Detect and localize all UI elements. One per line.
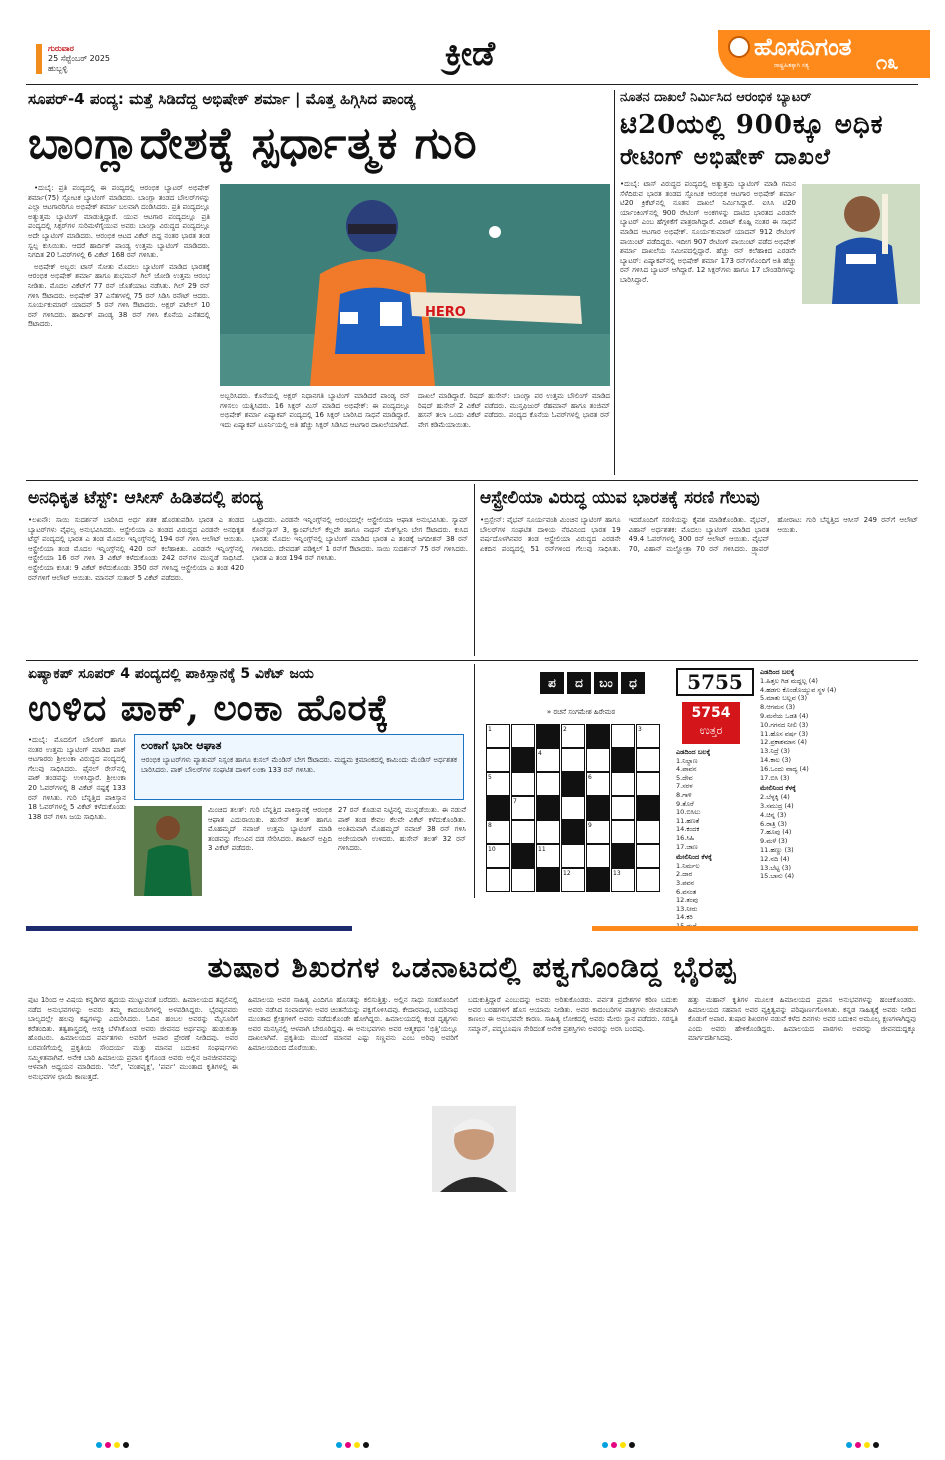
side-headline-1: ಟಿ20ಯಲ್ಲಿ 900ಕ್ಕೂ ಅಧಿಕ — [620, 110, 884, 140]
crossword-black-cell — [511, 844, 535, 868]
crossword-cell[interactable] — [561, 796, 585, 820]
clue-across-item: 14.ಕಾಲ (3) — [760, 755, 792, 764]
crossword-cell[interactable] — [511, 724, 535, 748]
answer-across-item: 8.ಗಾಳಿ — [676, 790, 692, 799]
crossword-cell[interactable]: 3 — [636, 724, 660, 748]
crossword-black-cell — [536, 724, 560, 748]
crossword-grid[interactable] — [486, 724, 666, 894]
crossword-title-cell: ಬಂ — [594, 672, 618, 694]
crossword-clues — [760, 668, 920, 898]
crossword-title-cell: ದ — [567, 672, 591, 694]
prev-crossword-number: 5754 — [691, 705, 731, 721]
row2-rule — [26, 480, 918, 481]
clue-across-item: 17.ಬಿಸಿ (3) — [760, 773, 790, 782]
crossword-black-cell — [586, 868, 610, 892]
crossword-cell[interactable]: 11 — [536, 844, 560, 868]
crossword-black-cell — [636, 796, 660, 820]
date-box — [36, 44, 126, 74]
crossword-black-cell — [611, 748, 635, 772]
brand-tagline: ರಾಷ್ಟ್ರಹಿತಕ್ಕಾಗಿ ಸತ್ಯ — [774, 62, 810, 69]
clue-down-item: 3.ಸಮುದ್ರ (4) — [760, 801, 794, 810]
crossword-answers — [676, 748, 756, 922]
row3-divider — [474, 664, 475, 898]
crossword-cell[interactable] — [486, 748, 510, 772]
crossword-title-cell: ಧ — [621, 672, 645, 694]
row3-box-title: ಲಂಕಾಗೆ ಭಾರೀ ಆಘಾತ — [141, 739, 222, 752]
crossword-cell[interactable]: 10 — [486, 844, 510, 868]
registration-dot — [363, 1442, 369, 1448]
side-body-cont — [802, 308, 920, 473]
brand-banner — [718, 30, 930, 78]
crossword-cell[interactable] — [536, 820, 560, 844]
row2-left-body-2: ಒಟ್ಟಾದರು. ಎರಡನೇ ಇನ್ನಿಂಗ್ಸ್‌ನಲ್ಲಿ ಆರಂಭದಲ್ಲೇ ಆಸ್ಟ್ರೇಲಿಯಾ ಆಘಾತ ಅನುಭವಿಸಿತು. ಸ್ಯಾಮ್ ಕೊನ್‌ಸ್ಟಾಸ್ 3, ಕ್ಯಾಂಪ್‌ಬೆಲ್ ಕೆಲ್ಲವೇ ಹಾಗೂ ನಾಥನ್ ಮೆಕ್‌ಸ್ವೀನಿ ಬೇಗ ಔಟಾದರು. ಕುಸಿದ ಭಾರತ: ಮೊದಲ ಇನ್ನಿಂಗ್ಸ್‌ನಲ್ಲಿ ಬ್ಯಾಟಿಂಗ್ ಮಾಡಿದ ಭಾರತ ಎ ತಂಡಕ್ಕೆ ಜಗದೀಶನ್ 38 ರನ್ ಗಳಿಸಿದರು. ದೇವದತ್ ಪಡಿಕ್ಕಲ್ 1 ರನ್‌ಗೆ ಔಟಾದರು. ಸಾಯಿ ಸುದರ್ಶನ್ 75 ರನ್ ಗಳಿಸಿದರು. ಭಾರತ ಎ ತಂಡ 194 ರನ್ ಗಳಿಸಿತು. — [252, 516, 468, 563]
crossword-black-cell — [586, 724, 610, 748]
lead-photo — [220, 184, 610, 386]
row3-body: •ದುಬೈ: ಮೊದಲಿಗೆ ಬೌಲಿಂಗ್ ಹಾಗೂ ನಂತರ ಉತ್ತಮ ಬ್ಯಾಟಿಂಗ್ ಮಾಡಿದ ಪಾಕ್ ಆಟಗಾರರು ಶ್ರೀಲಂಕಾ ವಿರುದ್ಧದ ಪಂದ್ಯದಲ್ಲಿ ಗೆಲುವು ಸಾಧಿಸಿದರು. ಫೈನಲ್ ರೇಸ್‌ನಲ್ಲಿ ಪಾಕ್ ತಂಡವನ್ನು ಉಳಿಸಿದ್ದಾರೆ. ಶ್ರೀಲಂಕಾ 20 ಓವರ್‌ಗಳಲ್ಲಿ 8 ವಿಕೆಟ್ ನಷ್ಟಕ್ಕೆ 133 ರನ್ ಗಳಿಸಿತು. ಗುರಿ ಬೆನ್ನತ್ತಿದ ಪಾಕಿಸ್ತಾನ 18 ಓವರ್‌ಗಳಲ್ಲಿ 5 ವಿಕೆಟ್ ಕಳೆದುಕೊಂಡು 138 ರನ್ ಗಳಿಸಿ ಜಯ ಸಾಧಿಸಿತು. — [28, 736, 126, 821]
crossword-cell[interactable] — [636, 772, 660, 796]
feature-color-rule — [26, 926, 918, 931]
clue-down-item: 4.ಚಿನ್ನ (3) — [760, 810, 787, 819]
row2-right-headline: ಆಸ್ಟ್ರೇಲಿಯಾ ವಿರುದ್ಧ ಯುವ ಭಾರತಕ್ಕೆ ಸರಣಿ ಗೆಲುವು — [480, 488, 760, 508]
row2-divider — [474, 484, 475, 656]
answers-across-title: ಎಡದಿಂದ ಬಲಕ್ಕೆ — [676, 748, 711, 756]
crossword-cell[interactable] — [561, 748, 585, 772]
player-portrait-illustration — [802, 184, 920, 304]
feature-col4: ಹತ್ತು ಮಹಾನ್ ಕೃತಿಗಳ ಮೂಲಕ ಹಿಮಾಲಯದ ಪ್ರವಾಸ ಅನುಭವಗಳನ್ನು ಹಂಚಿಕೊಂಡರು. ಹಿಮಾಲಯದ ಸಹವಾಸ ಅವರ ವ್ಯಕ್ತಿತ್ವವನ್ನು ಪರಿಪೂರ್ಣಗೊಳಿಸಿತು. ಕನ್ನಡ ಸಾಹಿತ್ಯಕ್ಕೆ ಅವರು ನೀಡಿದ ಕೊಡುಗೆ ಅಪಾರ. ತುಷಾರ ಶಿಖರಗಳ ನಡುವೆ ಕಳೆದ ದಿನಗಳು ಅವರ ಬದುಕಿನ ಅಮೂಲ್ಯ ಕ್ಷಣಗಳಾಗಿದ್ದವು ಎಂದು ಅವರು ಹೇಳಿಕೊಂಡಿದ್ದರು. ಹಿಮಾಲಯದ ಪಾಠಗಳು ಅವರನ್ನು ಜೀವನದುದ್ದಕ್ಕೂ ಮಾರ್ಗದರ್ಶಿಸಿದವು. — [688, 996, 916, 1043]
crossword-cell[interactable]: 1 — [486, 724, 510, 748]
registration-dot — [846, 1442, 852, 1448]
row3-headline: ಉಳಿದ ಪಾಕ್, ಲಂಕಾ ಹೊರಕ್ಕೆ — [28, 687, 390, 729]
city-label: ಹುಬ್ಬಳ್ಳಿ — [48, 64, 68, 73]
row3-body-2: ಮಿಂಚಿದ ತಲತ್: ಗುರಿ ಬೆನ್ನತ್ತಿದ ಪಾಕಿಸ್ತಾನಕ್ಕೆ ಆರಂಭಿಕ ಆಘಾತ ಎದುರಾಯಿತು. ಹುಸೇನ್ ತಲತ್ ಹಾಗೂ ಮೊಹಮ್ಮದ್ ನವಾಜ್ ಉತ್ತಮ ಬ್ಯಾಟಿಂಗ್ ಮಾಡಿ ತಂಡವನ್ನು ಗೆಲುವಿನ ದಡ ಸೇರಿಸಿದರು. ಶಾಹೀನ್ ಅಫ್ರಿದಿ 3 ವಿಕೆಟ್ ಪಡೆದರು. — [208, 806, 332, 853]
crossword-author: » ರಚನೆ ಸಂಗಮೇಶ ಹಿರೇಮಠ — [546, 708, 616, 716]
crossword-cell[interactable] — [611, 796, 635, 820]
registration-dot — [96, 1442, 102, 1448]
crossword-black-cell — [586, 796, 610, 820]
registration-dot — [620, 1442, 626, 1448]
lead-para-1: •ದುಬೈ: ಪ್ರತಿ ಪಂದ್ಯದಲ್ಲಿ ಈ ಪಂದ್ಯದಲ್ಲಿ ಆರಂಭಿಕ ಬ್ಯಾಟರ್ ಅಭಿಷೇಕ್ ಶರ್ಮಾ(75) ಸ್ಫೋಟಕ ಬ್ಯಾಟಿಂಗ್ ಮಾಡಿದರು. ಬಾಂಗ್ಲಾ ತಂಡದ ಬೌಲರ್‌ಗಳನ್ನು ಎಲ್ಲಾ ಆಟಗಾರರಿಗೂ ಅಭಿಷೇಕ್ ಶರ್ಮಾ ಬಲವಾಗಿ ದಂಡಿಸಿದರು. ಪ್ರತಿ ಪಂದ್ಯದಲ್ಲೂ ಅತ್ಯುತ್ತಮ ಬ್ಯಾಟಿಂಗ್ ಮಾಡುತ್ತಿದ್ದಾರೆ. ಯುವ ಆಟಗಾರ ಪಂದ್ಯದಲ್ಲೂ ಪ್ರತಿ ಪಂದ್ಯದಲ್ಲಿ ಸಿಕ್ಸರ್‌ಗಳ ಸುರಿಮಳೆಗೈಯುವ ಅವರು ಬಾಂಗ್ಲಾ ವಿರುದ್ಧದ ಪಂದ್ಯದಲ್ಲೂ ಅದೇ ಬ್ಯಾಟಿಂಗ್ ಮಾಡಿದರು. ಆರಂಭಿಕ ಆಟದ ವಿಕೆಟ್ ಬಿದ್ದ ನಂತರ ಭಾರತ ತಂಡ ಸ್ವಲ್ಪ ಕುಸಿಯಿತು. ಆದರೆ ಹಾರ್ದಿಕ್ ಪಾಂಡ್ಯ ಉತ್ತಮ ಬ್ಯಾಟಿಂಗ್ ಮಾಡಿದರು. ನಿಗದಿತ 20 ಓವರ್‌ಗಳಲ್ಲಿ 6 ವಿಕೆಟ್ 168 ರನ್ ಗಳಿಸಿತು. — [28, 184, 210, 260]
answer-down-item: 13.ನೀರು — [676, 904, 698, 913]
brand-name: ಹೊಸದಿಗಂತ — [754, 32, 852, 61]
crossword-cell[interactable]: 7 — [511, 796, 535, 820]
lead-body-col2: ಅಬ್ಬರಿಸಿದರು. ಕೊನೆಯಲ್ಲಿ ಅಕ್ಷರ್ ನಿಧಾನಗತಿ ಬ್ಯಾಟಿಂಗ್ ಮಾಡಿದರೆ ಪಾಂಡ್ಯ ರನ್ ಗಳಿಸಲು ಯತ್ನಿಸಿದರು. 16 ಸಿಕ್ಸರ್ ಮಿಸ್ ಮಾಡಿದ ಅಭಿಷೇಕ್: ಈ ಪಂದ್ಯದಲ್ಲೂ ಅಭಿಷೇಕ್ ಶರ್ಮಾ ಏಷ್ಯಾಕಪ್ ಪಂದ್ಯದಲ್ಲಿ 16 ಸಿಕ್ಸರ್ ಬಾರಿಸಿದ ಸಾಧನೆ ಮಾಡಿದ್ದಾರೆ. ಇದು ಏಷ್ಯಾಕಪ್ ಟೂರ್ನಿಯಲ್ಲಿ ಅತಿ ಹೆಚ್ಚು ಸಿಕ್ಸರ್ ಸಿಡಿಸಿದ ಆಟಗಾರ ದಾಖಲೆಯಾಗಿದೆ. — [220, 392, 410, 429]
pakistan-player-illustration — [134, 806, 202, 896]
crossword-cell[interactable] — [511, 868, 535, 892]
feature-headline: ತುಷಾರ ಶಿಖರಗಳ ಒಡನಾಟದಲ್ಲಿ ಪಕ್ವಗೊಂಡಿದ್ದ ಭೈರಪ್ಪ — [207, 950, 737, 984]
side-body: •ದುಬೈ: ಟಾಸ್ ವಿರುದ್ಧದ ಪಂದ್ಯದಲ್ಲಿ ಅತ್ಯುತ್ತಮ ಬ್ಯಾಟಿಂಗ್ ಮಾಡಿ ಗಮನ ಸೆಳೆದಿರುವ ಭಾರತ ತಂಡದ ಸ್ಫೋಟಕ ಆರಂಭಿಕ ಆಟಗಾರ ಅಭಿಷೇಕ್ ಶರ್ಮಾ ಟಿ20 ಕ್ರಿಕೆಟ್‌ನಲ್ಲಿ ನೂತನ ದಾಖಲೆ ನಿರ್ಮಿಸಿದ್ದಾರೆ. ಐಸಿಸಿ ಟಿ20 ರ್ಯಾಂಕಿಂಗ್‌ನಲ್ಲಿ 900 ರೇಟಿಂಗ್ ಅಂಕಗಳನ್ನು ದಾಟಿದ ಭಾರತದ ಎರಡನೇ ಬ್ಯಾಟರ್ ಎಂಬ ಹೆಗ್ಗಳಿಕೆಗೆ ಪಾತ್ರರಾಗಿದ್ದಾರೆ. ವಿರಾಟ್ ಕೊಹ್ಲಿ ನಂತರ ಈ ಸಾಧನೆ ಮಾಡಿದ ಆಟಗಾರ ಅಭಿಷೇಕ್. ಸೂರ್ಯಕುಮಾರ್ ಯಾದವ್ 912 ರೇಟಿಂಗ್ ಪಾಯಿಂಟ್ ಪಡೆದಿದ್ದರು. ಇದೀಗ 907 ರೇಟಿಂಗ್ ಪಾಯಿಂಟ್ ಪಡೆದ ಅಭಿಷೇಕ್ ಶರ್ಮಾ ದಾಖಲೆಯ ಸಮೀಪದಲ್ಲಿದ್ದಾರೆ. ಹೆಚ್ಚು ರನ್ ಕಲೆಹಾಕಿದ ಎರಡನೇ ಬ್ಯಾಟರ್: ಏಷ್ಯಾಕಪ್‌ನಲ್ಲಿ ಅಭಿಷೇಕ್ ಶರ್ಮಾ 173 ರನ್‌ಗಳೊಂದಿಗೆ ಅತಿ ಹೆಚ್ಚು ರನ್ ಗಳಿಸಿದ ಬ್ಯಾಟರ್ ಆಗಿದ್ದಾರೆ. 12 ಸಿಕ್ಸರ್‌ಗಳು ಹಾಗೂ 17 ಬೌಂಡರಿಗಳನ್ನು ಬಾರಿಸಿದ್ದಾರೆ. — [620, 180, 796, 284]
answer-across-item: 9.ತೊರೆ — [676, 799, 694, 808]
clue-across-item: 1.ಹಿತ್ತಲ ಗಿಡ ಮದ್ದಲ್ಲ (4) — [760, 676, 818, 685]
batsman-illustration — [220, 184, 610, 386]
registration-dot — [864, 1442, 870, 1448]
row3-kicker: ಏಷ್ಯಾಕಪ್ ಸೂಪರ್ 4 ಪಂದ್ಯದಲ್ಲಿ ಪಾಕಿಸ್ತಾನಕ್ಕೆ 5 ವಿಕೆಟ್ ಜಯ — [28, 666, 314, 682]
answer-across-item: 17.ಜಾಣ — [676, 842, 698, 851]
clue-down-item: 15.ಬಾನು (4) — [760, 872, 795, 881]
lead-body-col3: ದಾಖಲೆ ಮಾಡಿದ್ದಾರೆ. ರಿಷದ್ ಹುಸೇನ್: ಬಾಂಗ್ಲಾ ಪರ ಉತ್ತಮ ಬೌಲಿಂಗ್ ಮಾಡಿದ ರಿಷದ್ ಹುಸೇನ್ 2 ವಿಕೆಟ್ ಪಡೆದರು. ಮುಸ್ತಫಿಜುರ್ ರೆಹಮಾನ್ ಹಾಗೂ ತಂಜಿಮ್ ಹಸನ್ ತಲಾ ಒಂದು ವಿಕೆಟ್ ಪಡೆದರು. ಪಂದ್ಯದ ಕೊನೆಯ ಓವರ್‌ಗಳಲ್ಲಿ ಭಾರತ ರನ್ ವೇಗ ಕಡಿಮೆಯಾಯಿತು. — [418, 392, 610, 429]
clue-down-item: 6.ರಾತ್ರಿ (3) — [760, 819, 787, 828]
clue-down-item: 9.ಮಳೆ (3) — [760, 837, 788, 846]
row2-left-headline: ಅನಧಿಕೃತ ಟೆಸ್ಟ್: ಆಸೀಸ್ ಹಿಡಿತದಲ್ಲಿ ಪಂದ್ಯ — [28, 488, 263, 508]
crossword-cell[interactable] — [536, 772, 560, 796]
crossword-black-cell — [486, 796, 510, 820]
crossword-cell[interactable]: 9 — [586, 820, 610, 844]
bat-logo-text: HERO — [425, 305, 466, 320]
date-label: 25 ಸೆಪ್ಟೆಂಬರ್ 2025 — [48, 54, 111, 63]
crossword-cell[interactable] — [511, 772, 535, 796]
crossword-cell[interactable] — [611, 772, 635, 796]
answer-across-item: 4.ಪಾವನ — [676, 765, 697, 774]
registration-dot — [611, 1442, 617, 1448]
feature-col1: ಪುಟ 1ರಿಂದ ಆ ವಿಷಯ ಕನ್ನಡಿಗರ ಹೃದಯ ಮುಟ್ಟುವಂತೆ ಬರೆದರು. ಹಿಮಾಲಯದ ತಪ್ಪಲಿನಲ್ಲಿ ನಡೆದ ಅನುಭವಗಳನ್ನು ಅವರು ತಮ್ಮ ಕಾದಂಬರಿಗಳಲ್ಲಿ ಅಳವಡಿಸಿದ್ದರು. ಭೈರಪ್ಪನವರು ಬಾಲ್ಯದಲ್ಲೇ ಹಲವು ಕಷ್ಟಗಳನ್ನು ಎದುರಿಸಿದರು. ಓದಿನ ಹಂಬಲ ಅವರನ್ನು ಮೈಸೂರಿಗೆ ಕರೆತಂದಿತು. ತತ್ವಶಾಸ್ತ್ರದಲ್ಲಿ ಆಸಕ್ತಿ ಬೆಳೆಸಿಕೊಂಡ ಅವರು ಜೀವನದ ಅರ್ಥವನ್ನು ಹುಡುಕುತ್ತಾ ಹೊರಟರು. ಹಿಮಾಲಯದ ಪರ್ವತಗಳು ಅವರಿಗೆ ಅಪಾರ ಪ್ರೇರಣೆ ನೀಡಿದವು. ಅವರ ಬರವಣಿಗೆಯಲ್ಲಿ ಪ್ರಕೃತಿಯ ಸೌಂದರ್ಯ ಮತ್ತು ಮಾನವ ಬದುಕಿನ ಸಂಘರ್ಷಗಳು ಸಮ್ಮಿಳಿತವಾಗಿವೆ. ಅನೇಕ ಬಾರಿ ಹಿಮಾಲಯ ಪ್ರವಾಸ ಕೈಗೊಂಡ ಅವರು ಅಲ್ಲಿನ ಜನಜೀವನವನ್ನು ಆಳವಾಗಿ ಅಧ್ಯಯನ ಮಾಡಿದರು. 'ನೆಲೆ', 'ವಂಶವೃಕ್ಷ', 'ಪರ್ವ' ಮುಂತಾದ ಕೃತಿಗಳಲ್ಲಿ ಈ ಅನುಭವಗಳ ಛಾಯೆ ಕಾಣುತ್ತದೆ. — [28, 996, 238, 1081]
crossword-cell[interactable]: 2 — [561, 724, 585, 748]
crossword-cell[interactable] — [561, 844, 585, 868]
row3-box-text: ಆರಂಭಿಕ ಬ್ಯಾಟರ್‌ಗಳು ಪ್ಯಾತುಮ್ ನಿಸ್ಸಂಕ ಹಾಗೂ ಕುಸಲ್ ಮೆಂಡಿಸ್ ಬೇಗ ಔಟಾದರು. ಮಧ್ಯಮ ಕ್ರಮಾಂಕದಲ್ಲಿ ಕಾಮಿಂದು ಮೆಂಡಿಸ್ ಅರ್ಧಶತಕ ಬಾರಿಸಿದರು. ಪಾಕ್ ಬೌಲರ್‌ಗಳ ಸಂಘಟಿತ ದಾಳಿಗೆ ಲಂಕಾ 133 ರನ್ ಗಳಿಸಿತು. — [141, 756, 457, 774]
clues-across-title: ಎಡದಿಂದ ಬಲಕ್ಕೆ — [760, 668, 795, 676]
clues-down-list — [760, 793, 920, 881]
side-headline-2: ರೇಟಿಂಗ್ ಅಭಿಷೇಕ್ ದಾಖಲೆ — [620, 144, 831, 170]
registration-dot — [123, 1442, 129, 1448]
answer-across-item: 16.ಸಿಹಿ — [676, 833, 695, 842]
crossword-cell[interactable] — [636, 820, 660, 844]
clue-across-item: 8.ಆಗಮನ (3) — [760, 703, 796, 712]
answer-across-item: 5.ದೇವ — [676, 773, 693, 782]
answer-across-item: 7.ಸರಳ — [676, 782, 693, 791]
registration-dot — [629, 1442, 635, 1448]
crossword-black-cell — [561, 820, 585, 844]
clue-down-item: 2.ಬೆಳ್ಳಕ್ಕಿ (4) — [760, 793, 790, 802]
crossword-cell[interactable] — [586, 748, 610, 772]
feature-col2: ಹಿಮಾಲಯ ಅವರ ಸಾಹಿತ್ಯ ಎಂದಿಗೂ ಹೊಸತನ್ನು ಕಲಿಸುತ್ತಿತ್ತು. ಅಲ್ಲಿನ ಸಾಧು ಸಂತರೊಂದಿಗೆ ಅವರು ನಡೆಸಿದ ಸಂವಾದಗಳು ಅವರ ಚಿಂತನೆಯನ್ನು ಪಕ್ವಗೊಳಿಸಿದವು. ಕೇದಾರನಾಥ, ಬದರಿನಾಥ ಮುಂತಾದ ಕ್ಷೇತ್ರಗಳಿಗೆ ಅವರು ನಡೆದುಕೊಂಡೇ ಹೋಗಿದ್ದರು. ಹಿಮಾಲಯದಲ್ಲಿ ಕಂಡ ದೃಶ್ಯಗಳು ಅವರ ಮನಸ್ಸಿನಲ್ಲಿ ಆಳವಾಗಿ ಬೇರೂರಿದ್ದವು. ಈ ಅನುಭವಗಳು ಅವರ ಆತ್ಮಕಥನ 'ಭಿತ್ತಿ'ಯಲ್ಲೂ ದಾಖಲಾಗಿವೆ. ಪ್ರಕೃತಿಯ ಮುಂದೆ ಮಾನವ ಎಷ್ಟು ಸಣ್ಣವನು ಎಂಬ ಅರಿವು ಅವರಿಗೆ ಹಿಮಾಲಯದಿಂದ ದೊರೆಯಿತು. — [248, 996, 458, 1052]
crossword-title-cell: ಪ — [540, 672, 564, 694]
clue-across-item: 12.ಪ್ರಕಾಶಮಾನ (4) — [760, 738, 807, 747]
clue-down-item: 12.ನದಿ (4) — [760, 854, 790, 863]
answer-down-item: 12.ತಂಪು — [676, 896, 698, 905]
row2-left-body-1: •ಲಖನೌ: ಸಾಯಿ ಸುದರ್ಶನ್ ಬಾರಿಸಿದ ಅರ್ಧ ಶತಕ ಹೊರತುಪಡಿಸಿ ಭಾರತ ಎ ತಂಡದ ಬ್ಯಾಟರ್‌ಗಳು ವೈಫಲ್ಯ ಅನುಭವಿಸಿದರು. ಆಸ್ಟ್ರೇಲಿಯಾ ಎ ತಂಡದ ವಿರುದ್ಧದ ಎರಡನೇ ಅನಧಿಕೃತ ಟೆಸ್ಟ್ ಪಂದ್ಯದಲ್ಲಿ ಭಾರತ ಎ ತಂಡ ಮೊದಲ ಇನ್ನಿಂಗ್ಸ್‌ನಲ್ಲಿ 194 ರನ್ ಗಳಿಸಿ ಆಲೌಟ್ ಆಯಿತು. ಆಸ್ಟ್ರೇಲಿಯಾ ತಂಡ ಮೊದಲ ಇನ್ನಿಂಗ್ಸ್‌ನಲ್ಲಿ 420 ರನ್ ಕಲೆಹಾಕಿತು. ಎರಡನೇ ಇನ್ನಿಂಗ್ಸ್‌ನಲ್ಲಿ ಆಸ್ಟ್ರೇಲಿಯಾ 16 ರನ್ ಗಳಿಸಿ 3 ವಿಕೆಟ್ ಕಳೆದುಕೊಂಡು 242 ರನ್‌ಗಳ ಮುನ್ನಡೆ ಸಾಧಿಸಿದೆ. ಅಸ್ಟ್ರೇಲಿಯಾ ಕುಸಿತ: 9 ವಿಕೆಟ್ ಕಳೆದುಕೊಂಡು 350 ರನ್ ಗಳಿಸಿದ್ದ ಆಸ್ಟ್ರೇಲಿಯಾ ಎ ತಂಡ 420 ರನ್‌ಗಳಿಗೆ ಆಲೌಟ್ ಆಯಿತು. ಮಾನವ್ ಸುತಾರ್ 5 ವಿಕೆಟ್ ಪಡೆದರು. — [28, 516, 244, 582]
clue-across-item: 10.ಗಗನದ ನೀಲಿ (3) — [760, 720, 809, 729]
crossword-cell[interactable] — [611, 724, 635, 748]
feature-col3: ಬದುಕುತ್ತಿದ್ದಾರೆ ಎಂಬುದನ್ನು ಅವರು ಅರಿತುಕೊಂಡರು. ಪರ್ವತ ಪ್ರದೇಶಗಳ ಕಠಿಣ ಬದುಕು ಅವರ ಬರಹಗಳಿಗೆ ಹೊಸ ಆಯಾಮ ನೀಡಿತು. ಅವರ ಕಾದಂಬರಿಗಳ ಪಾತ್ರಗಳು ಜೀವಂತವಾಗಿ ಕಾಣಲು ಈ ಅನುಭವವೇ ಕಾರಣ. ಸಾಹಿತ್ಯ ಲೋಕದಲ್ಲಿ ಅವರು ಮೇರು ಸ್ಥಾನ ಪಡೆದರು. ಸರಸ್ವತಿ ಸಮ್ಮಾನ್, ಪದ್ಮಭೂಷಣ ಸೇರಿದಂತೆ ಅನೇಕ ಪ್ರಶಸ್ತಿಗಳು ಅವರನ್ನು ಅರಸಿ ಬಂದವು. — [468, 996, 678, 1033]
masthead-rule — [26, 84, 918, 85]
clue-across-item: 11.ಹೊಸ ವರ್ಷ (3) — [760, 729, 808, 738]
answer-across-item: 11.ಹಣತೆ — [676, 816, 700, 825]
lead-headline: ಬಾಂಗ್ಲಾದೇಶಕ್ಕೆ ಸ್ಪರ್ಧಾತ್ಮಕ ಗುರಿ — [28, 118, 478, 169]
crossword-cell[interactable]: 5 — [486, 772, 510, 796]
registration-dot — [345, 1442, 351, 1448]
answer-across-item: 14.ಕಂದಕ — [676, 825, 700, 834]
crossword-cell[interactable] — [586, 844, 610, 868]
crossword-cell[interactable] — [636, 748, 660, 772]
row2-right-body: •ಬ್ರಿಸ್ಬೇನ್: ವೈಭವ್ ಸೂರ್ಯವಂಶಿ ಮಿಂಚಿನ ಬ್ಯಾಟಿಂಗ್ ಹಾಗೂ ಬೌಲರ್‌ಗಳ ಸಂಘಟಿತ ದಾಳಿಯ ನೆರವಿನಿಂದ ಭಾರತ 19 ವರ್ಷದೊಳಗಿನವರ ತಂಡ ಆಸ್ಟ್ರೇಲಿಯಾ ವಿರುದ್ಧದ ಎರಡನೇ ಏಕದಿನ ಪಂದ್ಯದಲ್ಲಿ 51 ರನ್‌ಗಳಿಂದ ಗೆಲುವು ಸಾಧಿಸಿತು. ಇದರೊಂದಿಗೆ ಸರಣಿಯನ್ನು ಕೈವಶ ಮಾಡಿಕೊಂಡಿತು. ವೈಭವ್, ವಿಹಾನ್ ಅರ್ಧಶತಕ: ಮೊದಲು ಬ್ಯಾಟಿಂಗ್ ಮಾಡಿದ ಭಾರತ 49.4 ಓವರ್‌ಗಳಲ್ಲಿ 300 ರನ್ ಆಲೌಟ್ ಆಯಿತು. ವೈಭವ್ 70, ವಿಹಾನ್ ಮಲ್ಹೋತ್ರಾ 70 ರನ್ ಗಳಿಸಿದರು. ಡ್ರ್ಯಾವರ್ ಹೋರಾಟ: ಗುರಿ ಬೆನ್ನತ್ತಿದ ಆಸೀಸ್ 249 ರನ್‌ಗೆ ಆಲೌಟ್ ಆಯಿತು. — [480, 516, 918, 553]
clue-across-item: 16.ಒಂದು ವಾದ್ಯ (4) — [760, 764, 809, 773]
answers-down-list — [676, 862, 756, 931]
crossword-answer-badge — [682, 702, 740, 744]
answer-across-item: 10.ಬಿಸಿಲು — [676, 808, 701, 817]
crossword-cell[interactable]: 4 — [536, 748, 560, 772]
registration-dot — [336, 1442, 342, 1448]
clues-down-title: ಮೇಲಿನಿಂದ ಕೆಳಕ್ಕೆ — [760, 784, 796, 793]
crossword-cell[interactable]: 13 — [611, 868, 635, 892]
clue-across-item: 9.ಮನೆಯ ಒಡತಿ (4) — [760, 711, 809, 720]
registration-dot — [354, 1442, 360, 1448]
clue-down-item: 11.ಹಣ್ಣು (3) — [760, 845, 794, 854]
lead-para-2: ಅಭಿಷೇಕ್ ಅಬ್ಬರ: ಟಾಸ್ ಸೋತು ಮೊದಲು ಬ್ಯಾಟಿಂಗ್ ಮಾಡಿದ ಭಾರತಕ್ಕೆ ಆರಂಭಿಕ ಅಭಿಷೇಕ್ ಶರ್ಮಾ ಹಾಗೂ ಶುಭಮನ್ ಗಿಲ್ ಜೋಡಿ ಉತ್ತಮ ಆರಂಭ ನೀಡಿತು. ಮೊದಲ ವಿಕೆಟ್‌ಗೆ 77 ರನ್ ಜೊತೆಯಾಟ ನಡೆಸಿತು. ಗಿಲ್ 29 ರನ್ ಗಳಿಸಿ ಔಟಾದರು. ಅಭಿಷೇಕ್ 37 ಎಸೆತಗಳಲ್ಲಿ 75 ರನ್ ಸಿಡಿಸಿ ರನೌಟ್ ಆದರು. ಸೂರ್ಯಕುಮಾರ್ ಯಾದವ್ 5 ರನ್ ಗಳಿಸಿ ಔಟಾದರು. ಅಕ್ಷರ್ ಪಟೇಲ್ 10 ರನ್ ಗಳಿಸಿದರು. ಹಾರ್ದಿಕ್ ಪಾಂಡ್ಯ 38 ರನ್ ಗಳಿಸಿ ಕೊನೆಯ ಎಸೆತದಲ್ಲಿ ಔಟಾದರು. — [28, 262, 210, 329]
answer-down-item: 1.ನಿರ್ಮಲ — [676, 861, 700, 870]
row3-photo — [134, 806, 202, 896]
answers-across-list — [676, 757, 756, 852]
crossword-cell[interactable]: 8 — [486, 820, 510, 844]
brand-logo-icon — [728, 36, 750, 58]
crossword-cell[interactable] — [511, 820, 535, 844]
registration-dot — [873, 1442, 879, 1448]
answer-down-item: 3.ಪವನ — [676, 878, 695, 887]
crossword-cell[interactable] — [486, 868, 510, 892]
clue-across-item: 5.ಮಾತು ಬಲ್ಲವ (3) — [760, 694, 808, 703]
registration-dot — [855, 1442, 861, 1448]
clue-across-item: 4.ಹಡಗು ಕೊಂಡೊಯ್ಯುವ ಸ್ಥಳ (4) — [760, 685, 837, 694]
section-title: ಕ್ರೀಡೆ — [444, 34, 496, 74]
lead-body-col1 — [28, 184, 210, 464]
crossword-cell[interactable] — [636, 844, 660, 868]
registration-dot — [105, 1442, 111, 1448]
page-number: ೧೩ — [876, 50, 899, 74]
crossword-number: 5755 — [676, 668, 754, 696]
answer-down-item: 6.ವಸಂತ — [676, 887, 697, 896]
crossword-black-cell — [561, 772, 585, 796]
column-divider — [614, 90, 615, 475]
clue-down-item: 7.ಹೂವು (4) — [760, 828, 792, 837]
crossword-cell[interactable]: 12 — [561, 868, 585, 892]
crossword-title — [540, 672, 664, 694]
row3-info-box — [134, 734, 464, 800]
side-photo — [802, 184, 920, 304]
prev-answer-label: ಉತ್ತರ — [699, 724, 723, 737]
answer-down-item: 14.ಕರಿ — [676, 913, 693, 922]
lead-kicker: ಸೂಪರ್-4 ಪಂದ್ಯ: ಮತ್ತೆ ಸಿಡಿದೆದ್ದ ಅಭಿಷೇಕ್ ಶರ್ಮಾ | ಮೊತ್ತ ಹಿಗ್ಗಿಸಿದ ಪಾಂಡ್ಯ — [28, 90, 416, 108]
answers-down-title: ಮೇಲಿನಿಂದ ಕೆಳಕ್ಕೆ — [676, 853, 712, 862]
crossword-black-cell — [536, 868, 560, 892]
day-label: ಗುರುವಾರ — [48, 44, 74, 53]
clue-across-item: 13.ನಿದ್ರೆ (3) — [760, 747, 790, 756]
answer-down-item: 2.ದಾರ — [676, 870, 693, 879]
crossword-black-cell — [611, 844, 635, 868]
side-kicker: ನೂತನ ದಾಖಲೆ ನಿರ್ಮಿಸಿದ ಆರಂಭಿಕ ಬ್ಯಾಟರ್ — [620, 90, 812, 105]
crossword-black-cell — [511, 748, 535, 772]
registration-dot — [114, 1442, 120, 1448]
registration-dot — [602, 1442, 608, 1448]
crossword-cell[interactable] — [611, 820, 635, 844]
row3-rule — [26, 660, 918, 661]
clue-down-item: 13.ಬೆಟ್ಟ (3) — [760, 863, 792, 872]
crossword-cell[interactable] — [636, 868, 660, 892]
row3-body-3: 27 ರನ್ ಕೊಡುವ ನಿಟ್ಟಿನಲ್ಲಿ ಮುನ್ನಡೆಯಿತು. ಈ ನಡುವೆ ಪಾಕ್ ತಂಡ ಕೇವಲ ಕೆಲವೇ ವಿಕೆಟ್ ಕಳೆದುಕೊಂಡಿತು. ಅಂತಿಮವಾಗಿ ಮೊಹಮ್ಮದ್ ನವಾಜ್ 38 ರನ್ ಗಳಿಸಿ ಅಜೇಯರಾಗಿ ಉಳಿದರು. ಹುಸೇನ್ ತಲತ್ 32 ರನ್ ಗಳಿಸಿದರು. — [338, 806, 466, 853]
answer-across-item: 1.ನಿಲ್ದಾಣ — [676, 756, 698, 765]
clues-across-list — [760, 677, 920, 783]
crossword-cell[interactable]: 6 — [586, 772, 610, 796]
crossword-black-cell — [536, 796, 560, 820]
